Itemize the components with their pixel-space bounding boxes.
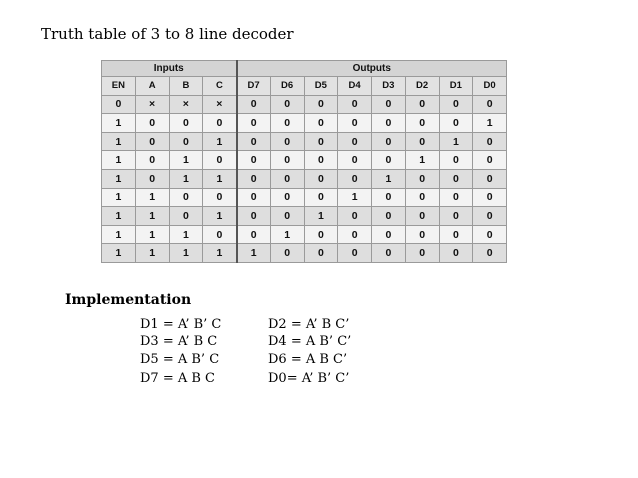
- table-cell-c: 0: [203, 114, 237, 133]
- table-cell-d7: 0: [237, 225, 271, 244]
- table-cell-d5: 0: [304, 225, 338, 244]
- table-cell-en: 1: [102, 207, 136, 226]
- table-cell-en: 1: [102, 114, 136, 133]
- table-cell-d4: 0: [338, 114, 372, 133]
- table-cell-d7: 0: [237, 188, 271, 207]
- equation-d6: D6 = A B C’: [268, 352, 348, 367]
- table-cell-b: 1: [169, 169, 203, 188]
- table-cell-d4: 0: [338, 207, 372, 226]
- table-cell-b: 1: [169, 244, 203, 263]
- table-cell-b: 0: [169, 188, 203, 207]
- table-cell-d2: 0: [405, 169, 439, 188]
- table-cell-en: 1: [102, 225, 136, 244]
- column-header-d7: D7: [237, 77, 271, 96]
- table-cell-en: 0: [102, 95, 136, 114]
- table-cell-d5: 0: [304, 132, 338, 151]
- table-cell-d6: 0: [270, 207, 304, 226]
- outputs-group-header: Outputs: [237, 61, 507, 77]
- table-cell-a: 0: [135, 132, 169, 151]
- table-cell-a: 0: [135, 114, 169, 133]
- column-header-d3: D3: [372, 77, 406, 96]
- table-cell-d5: 0: [304, 188, 338, 207]
- column-header-d1: D1: [439, 77, 473, 96]
- column-header-d0: D0: [473, 77, 507, 96]
- table-cell-d7: 0: [237, 95, 271, 114]
- table-cell-en: 1: [102, 132, 136, 151]
- table-row: [102, 151, 507, 170]
- table-cell-d3: 0: [372, 114, 406, 133]
- equation-d4: D4 = A B’ C’: [268, 334, 352, 349]
- table-cell-d4: 0: [338, 244, 372, 263]
- table-cell-d0: 0: [473, 95, 507, 114]
- table-cell-d3: 0: [372, 225, 406, 244]
- table-cell-d6: 0: [270, 244, 304, 263]
- table-row: [102, 132, 507, 151]
- table-cell-a: 1: [135, 188, 169, 207]
- table-cell-d7: 0: [237, 114, 271, 133]
- table-cell-d6: 0: [270, 95, 304, 114]
- table-cell-a: 1: [135, 225, 169, 244]
- page-title: Truth table of 3 to 8 line decoder: [41, 25, 294, 43]
- table-cell-d0: 0: [473, 225, 507, 244]
- table-cell-d1: 0: [439, 188, 473, 207]
- table-cell-d3: 1: [372, 169, 406, 188]
- table-cell-c: 0: [203, 151, 237, 170]
- table-cell-d3: 0: [372, 207, 406, 226]
- table-cell-d4: 0: [338, 151, 372, 170]
- table-cell-c: 1: [203, 207, 237, 226]
- column-header-row: [102, 77, 507, 96]
- column-header-d2: D2: [405, 77, 439, 96]
- table-cell-d7: 0: [237, 169, 271, 188]
- table-cell-d2: 0: [405, 188, 439, 207]
- table-cell-b: 0: [169, 114, 203, 133]
- table-cell-d3: 0: [372, 132, 406, 151]
- table-cell-d0: 0: [473, 244, 507, 263]
- table-cell-d3: 0: [372, 188, 406, 207]
- table-row: [102, 169, 507, 188]
- table-cell-d1: 0: [439, 95, 473, 114]
- table-cell-c: 0: [203, 225, 237, 244]
- column-header-d5: D5: [304, 77, 338, 96]
- table-cell-d5: 1: [304, 207, 338, 226]
- table-row: [102, 225, 507, 244]
- table-cell-c: ×: [203, 95, 237, 114]
- table-cell-d2: 0: [405, 114, 439, 133]
- table-cell-b: 0: [169, 207, 203, 226]
- table-cell-d1: 0: [439, 207, 473, 226]
- table-cell-d5: 0: [304, 151, 338, 170]
- table-row: [102, 95, 507, 114]
- table-cell-d5: 0: [304, 169, 338, 188]
- table-cell-d2: 0: [405, 207, 439, 226]
- table-cell-d7: 0: [237, 151, 271, 170]
- table-cell-c: 1: [203, 244, 237, 263]
- column-header-d6: D6: [270, 77, 304, 96]
- equation-d2: D2 = A’ B C’: [268, 317, 350, 332]
- table-cell-d7: 0: [237, 207, 271, 226]
- equation-d3: D3 = A’ B C: [140, 334, 218, 349]
- table-cell-d4: 0: [338, 95, 372, 114]
- equation-d7: D7 = A B C: [140, 371, 216, 386]
- table-cell-d4: 0: [338, 132, 372, 151]
- table-cell-c: 1: [203, 132, 237, 151]
- equation-d1: D1 = A’ B’ C: [140, 317, 222, 332]
- table-row: [102, 114, 507, 133]
- table-cell-d6: 0: [270, 169, 304, 188]
- table-cell-d1: 0: [439, 225, 473, 244]
- table-cell-a: 1: [135, 244, 169, 263]
- table-cell-b: 1: [169, 151, 203, 170]
- table-cell-d5: 0: [304, 95, 338, 114]
- table-row: [102, 188, 507, 207]
- table-cell-b: 1: [169, 225, 203, 244]
- implementation-heading: Implementation: [65, 292, 192, 308]
- table-cell-a: 1: [135, 207, 169, 226]
- header-group-row: [102, 61, 507, 77]
- table-cell-a: 0: [135, 169, 169, 188]
- table-cell-d1: 0: [439, 169, 473, 188]
- column-header-c: C: [203, 77, 237, 96]
- table-row: [102, 207, 507, 226]
- table-cell-d4: 0: [338, 169, 372, 188]
- table-cell-d6: 1: [270, 225, 304, 244]
- table-cell-en: 1: [102, 169, 136, 188]
- table-cell-d2: 1: [405, 151, 439, 170]
- table-cell-d1: 0: [439, 151, 473, 170]
- table-cell-d5: 0: [304, 244, 338, 263]
- truth-table: [101, 60, 507, 263]
- table-cell-c: 0: [203, 188, 237, 207]
- table-cell-d2: 0: [405, 132, 439, 151]
- table-cell-c: 1: [203, 169, 237, 188]
- table-cell-a: ×: [135, 95, 169, 114]
- table-cell-d3: 0: [372, 244, 406, 263]
- equation-d5: D5 = A B’ C: [140, 352, 220, 367]
- table-cell-d2: 0: [405, 244, 439, 263]
- table-cell-b: 0: [169, 132, 203, 151]
- table-cell-d7: 1: [237, 244, 271, 263]
- table-cell-d6: 0: [270, 114, 304, 133]
- table-cell-d3: 0: [372, 95, 406, 114]
- table-cell-d0: 0: [473, 132, 507, 151]
- table-cell-en: 1: [102, 244, 136, 263]
- column-header-en: EN: [102, 77, 136, 96]
- table-cell-d6: 0: [270, 132, 304, 151]
- table-cell-d0: 0: [473, 188, 507, 207]
- table-cell-d0: 0: [473, 207, 507, 226]
- column-header-a: A: [135, 77, 169, 96]
- table-cell-en: 1: [102, 188, 136, 207]
- table-cell-d0: 0: [473, 151, 507, 170]
- table-cell-d1: 0: [439, 244, 473, 263]
- truth-table-body: [102, 95, 507, 262]
- table-cell-d5: 0: [304, 114, 338, 133]
- column-header-d4: D4: [338, 77, 372, 96]
- table-cell-a: 0: [135, 151, 169, 170]
- table-cell-d0: 1: [473, 114, 507, 133]
- column-header-b: B: [169, 77, 203, 96]
- table-row: [102, 244, 507, 263]
- table-cell-d2: 0: [405, 95, 439, 114]
- table-cell-en: 1: [102, 151, 136, 170]
- table-cell-d1: 0: [439, 114, 473, 133]
- table-cell-d0: 0: [473, 169, 507, 188]
- table-cell-b: ×: [169, 95, 203, 114]
- equation-d0: D0= A’ B’ C’: [268, 371, 350, 386]
- table-cell-d4: 1: [338, 188, 372, 207]
- table-cell-d7: 0: [237, 132, 271, 151]
- table-cell-d3: 0: [372, 151, 406, 170]
- table-cell-d6: 0: [270, 151, 304, 170]
- table-cell-d1: 1: [439, 132, 473, 151]
- table-cell-d4: 0: [338, 225, 372, 244]
- inputs-group-header: Inputs: [102, 61, 237, 77]
- table-cell-d6: 0: [270, 188, 304, 207]
- table-cell-d2: 0: [405, 225, 439, 244]
